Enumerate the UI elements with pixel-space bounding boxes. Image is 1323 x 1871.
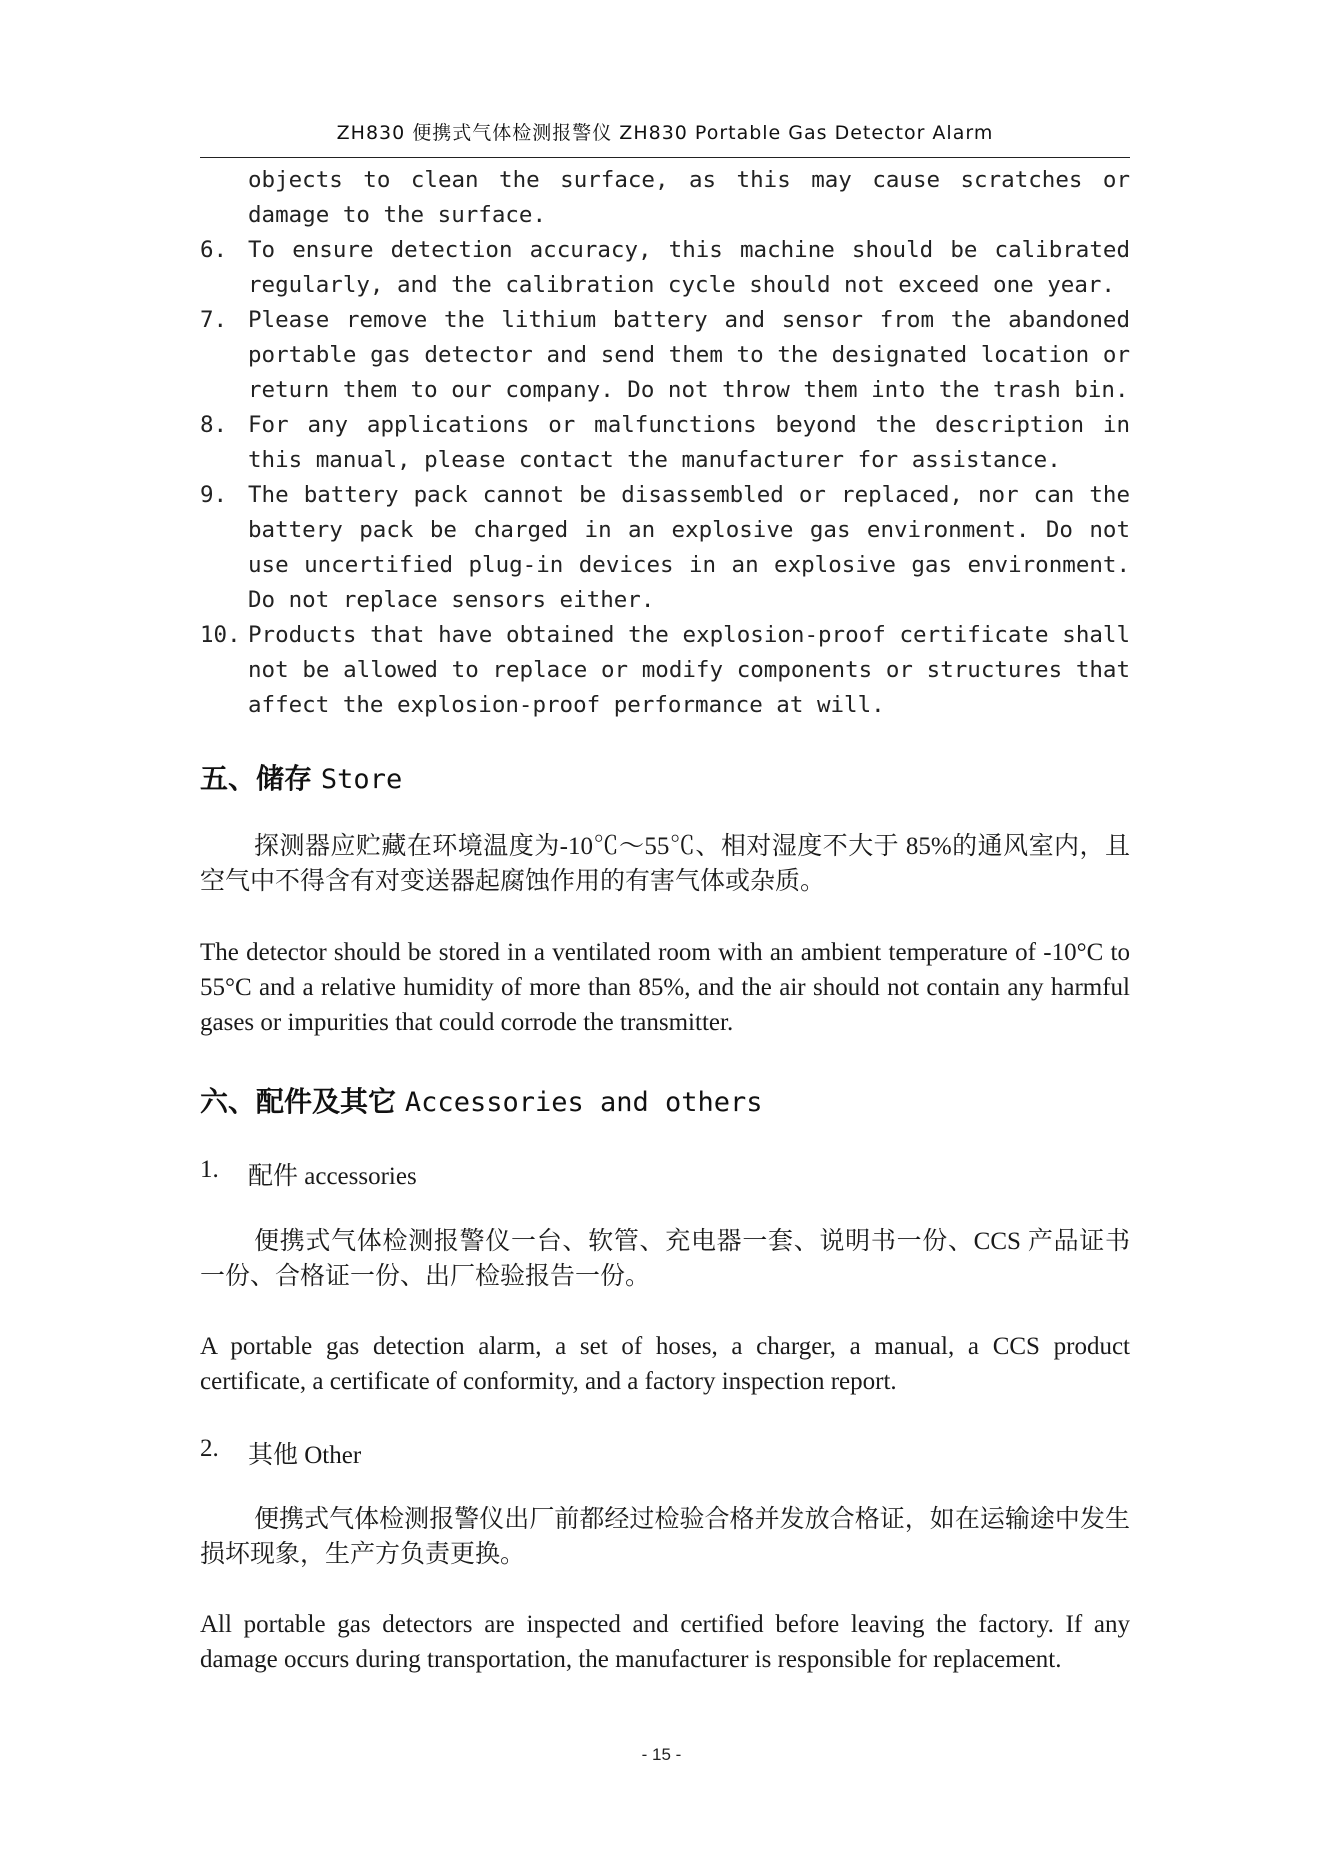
precautions-list [200,233,1130,723]
header-divider [200,157,1130,158]
list-continuation-text: objects to clean the surface, as this may cause scratches or damage to the surface. [248,167,1130,228]
section-heading-store [200,757,1130,797]
section-heading-en: Store [320,764,403,795]
subsection-heading-accessories [200,1156,417,1192]
list-item-text: To ensure detection accuracy, this machine should be calibrated regularly, and the calibration cycle should not exceed one year. [248,237,1130,298]
list-item-text: The battery pack cannot be disassembled or replaced, nor can the battery pack be charged in an explosive gas environment. Do not use uncertified plug-in devices in an explosive gas environment. Do not replace sensors either. [248,482,1130,613]
list-item [200,478,1130,618]
accessories-paragraph-en: A portable gas detection alarm, a set of hoses, a charger, a manual, a CCS product certificate, a certificate of conformity, and a factory inspection report. [200,1333,1130,1395]
subsection-number: 1. [200,1156,219,1183]
list-item-text: Please remove the lithium battery and sensor from the abandoned portable gas detector and send them to the designated location or return them to our company. Do not throw them into the trash bin. [248,307,1130,403]
list-item [200,408,1130,478]
subsection-label: 配件 accessories [248,1163,417,1190]
store-paragraph-zh: 探测器应贮藏在环境温度为-10℃～55℃、相对湿度不大于 85%的通风室内，且空气中不得含有对变送器起腐蚀作用的有害气体或杂质。 [200,833,1130,895]
list-item [200,303,1130,408]
subsection-label: 其他 Other [248,1442,362,1469]
other-paragraph-en: All portable gas detectors are inspected and certified before leaving the factory. If any damage occurs during transportation, the manufacturer is responsible for replacement. [200,1611,1130,1673]
list-item [200,233,1130,303]
list-item-number: 6. [200,237,228,263]
accessories-paragraph-zh: 便携式气体检测报警仪一台、软管、充电器一套、说明书一份、CCS 产品证书一份、合格证一份、出厂检验报告一份。 [200,1228,1130,1290]
other-paragraph-zh: 便携式气体检测报警仪出厂前都经过检验合格并发放合格证，如在运输途中发生损坏现象，生产方负责更换。 [200,1506,1130,1568]
section-heading-accessories [200,1080,1130,1120]
store-paragraph-en: The detector should be stored in a ventilated room with an ambient temperature of -10°C to 55°C and a relative humidity of more than 85%, and the air should not contain any harmful gases or impurities that could corrode the transmitter. [200,939,1130,1036]
subsection-heading-other [200,1435,361,1471]
list-item-number: 10. [200,622,241,648]
list-item-text: Products that have obtained the explosion-proof certificate shall not be allowed to replace or modify components or structures that affect the explosion-proof performance at will. [248,622,1130,718]
list-item-number: 7. [200,307,228,333]
section-heading-en: Accessories and others [404,1087,763,1118]
subsection-number: 2. [200,1435,219,1462]
list-item-number: 8. [200,412,228,438]
page-number: - 15 - [641,1745,682,1764]
list-item-text: For any applications or malfunctions beyond the description in this manual, please contact the manufacturer for assistance. [248,412,1130,473]
section-heading-zh: 五、储存 [200,762,313,795]
section-heading-zh: 六、配件及其它 [200,1085,397,1118]
page-header-title: ZH830 便携式气体检测报警仪 ZH830 Portable Gas Detector Alarm [336,122,994,144]
list-item [200,618,1130,723]
list-item-number: 9. [200,482,228,508]
